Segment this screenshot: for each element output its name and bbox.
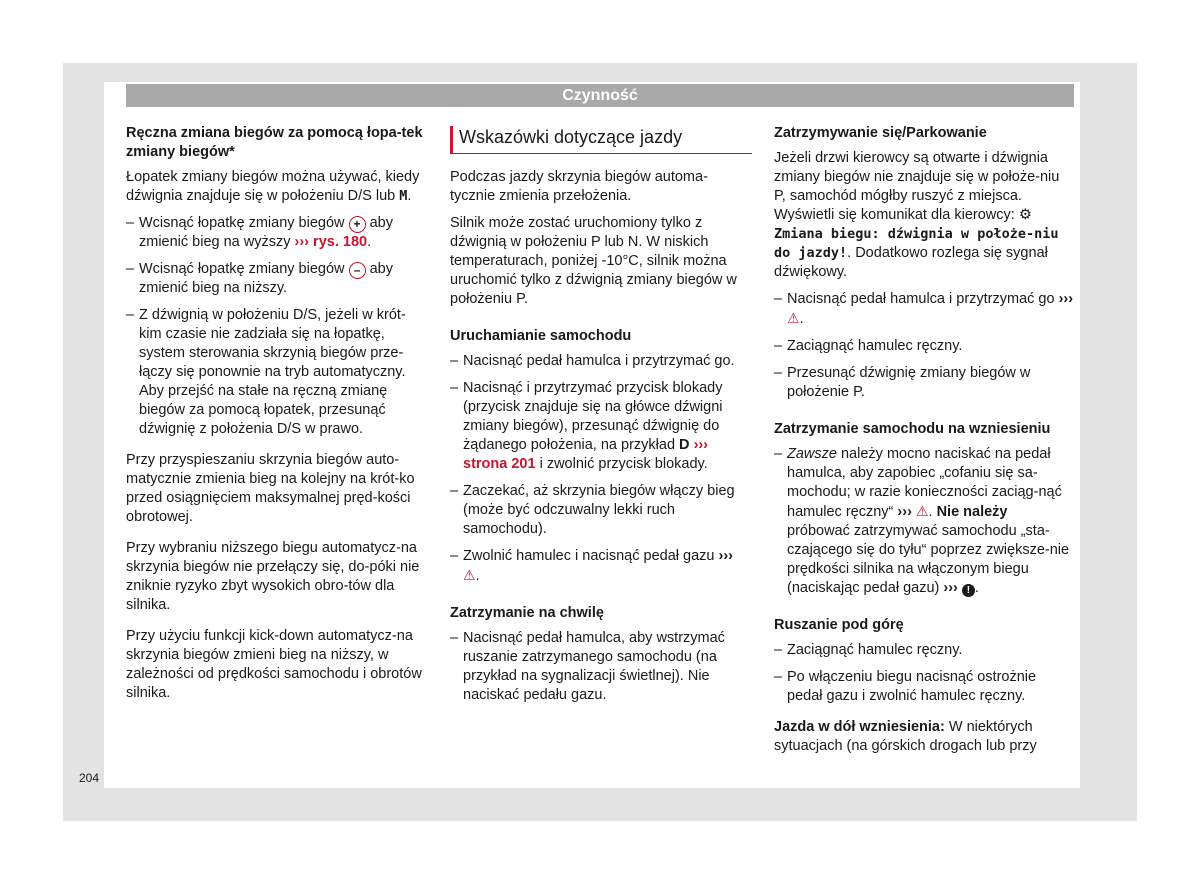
gear-icon: ⚙ xyxy=(1018,207,1032,223)
page-number: 204 xyxy=(79,771,100,785)
heading-slope-stop: Zatrzymanie samochodu na wzniesieniu xyxy=(774,421,1051,437)
paragraph-paddles: Łopatek zmiany biegów można używać, kiedy dźwignia znajduje się w położeniu D/S lub M. xyxy=(126,169,420,204)
paragraph: Podczas jazdy skrzynia biegów automa-tycznie zmienia przełożenia. xyxy=(450,169,708,204)
paragraph: Przy wybraniu niższego biegu automatycz-na skrzynia biegów nie przełączy się, do-póki nie zniknie ryzyko zbyt wysokich obro-tów dla silnika. xyxy=(126,540,420,613)
list-item: – Wcisnąć łopatkę zmiany biegów – aby zmienić bieg na niższy. xyxy=(126,261,393,296)
list-item: – Nacisnąć i przytrzymać przycisk blokady (przycisk znajduje się na główce dźwigni zmiany biegów), przesunąć dźwignię do żądanego położenia, na przykład D ››› strona 201 i zwolnić przycisk blokady. xyxy=(450,380,723,472)
list-item: – Zawsze należy mocno naciskać na pedał hamulca, aby zapobiec „cofaniu się sa-mochodu; w razie konieczności zaciąg-nąć hamulec ręczny“ ››› ⚠. Nie należy próbować zatrzymywać samochodu „sta-czającego się do tyłu“ poprzez zwiększe-nie prędkości silnika na włączonym biegu (naciskając pedał gazu) ››› ! . xyxy=(774,446,1070,596)
heading-parking: Zatrzymywanie się/Parkowanie xyxy=(774,125,987,141)
section-title: Wskazówki dotyczące jazdy xyxy=(450,126,752,154)
figure-link[interactable]: ››› rys. 180 xyxy=(294,234,368,250)
column-3 xyxy=(774,124,1074,764)
paragraph: Przy użyciu funkcji kick-down automatycz-na skrzynia biegów zmieni bieg na niższy, w zależności od prędkości samochodu i obrotów silnika. xyxy=(126,628,422,701)
list-item: – Przesunąć dźwignię zmiany biegów w położenie P. xyxy=(774,365,1031,400)
warning-icon: ⚠ xyxy=(915,503,929,519)
list-item: – Zwolnić hamulec i nacisnąć pedał gazu ››› ⚠. xyxy=(450,548,733,584)
list-item: – Z dźwignią w położeniu D/S, jeżeli w krót-kim czasie nie zadziała się na łopatkę, system sterowania skrzynią biegów prze-łączy się ponownie na tryb automatyczny. Aby przejść na stałe na ręczną zmianę biegów za pomocą łopatek, przesunąć dźwignię z położenia D/S w prawo. xyxy=(126,307,406,437)
list-item: – Nacisnąć pedał hamulca i przytrzymać go ››› ⚠. xyxy=(774,291,1074,327)
ref-link[interactable]: ››› xyxy=(1058,291,1074,307)
list-item: – Zaciągnąć hamulec ręczny. xyxy=(774,338,963,354)
paragraph-downhill: Jazda w dół wzniesienia: W niektórych sytuacjach (na górskich drogach lub przy xyxy=(774,719,1037,754)
heading-manual-shift: Ręczna zmiana biegów za pomocą łopa-tek zmiany biegów* xyxy=(126,125,423,160)
list-item: – Wcisnąć łopatkę zmiany biegów + aby zmienić bieg na wyższy ››› rys. 180. xyxy=(126,215,393,250)
paragraph: Silnik może zostać uruchomiony tylko z dźwignią w położeniu P lub N. W niskich temperaturach, poniżej -10°C, silnik można uruchomić tylko z dźwignią zmiany biegów w położeniu P. xyxy=(450,215,737,307)
list-item: – Nacisnąć pedał hamulca, aby wstrzymać ruszanie zatrzymanego samochodu (na przykład na sygnalizacji świetlnej). Nie naciskać pedału gazu. xyxy=(450,630,725,703)
warning-icon: ⚠ xyxy=(787,310,800,326)
notice-icon: ! xyxy=(962,584,975,597)
paragraph: Przy przyspieszaniu skrzynia biegów auto-matycznie zmienia bieg na kolejny na krót-ko przed osiągnięciem maksymalnej pręd-kości obrotowej. xyxy=(126,452,415,525)
ref-link[interactable]: ››› xyxy=(943,580,958,596)
page-link[interactable]: ››› strona 201 xyxy=(463,437,709,472)
list-item: – Nacisnąć pedał hamulca i przytrzymać go. xyxy=(450,353,735,369)
plus-icon: + xyxy=(349,216,366,233)
list-item: – Zaczekać, aż skrzynia biegów włączy bieg (może być odczuwalny lekki ruch samochodu). xyxy=(450,483,735,537)
list-item: – Zaciągnąć hamulec ręczny. xyxy=(774,642,963,658)
paragraph-driver-message: Jeżeli drzwi kierowcy są otwarte i dźwignia zmiany biegów nie znajduje się w położe-niu P, samochód mógłby ruszyć z miejsca. Wyświetli się komunikat dla kierowcy: ⚙ Zmiana biegu: dźwignia w położe-niu do jazdy!. Dodatkowo rozlega się sygnał dźwiękowy. xyxy=(774,150,1060,280)
column-2 xyxy=(450,124,752,713)
ref-link[interactable]: ››› xyxy=(718,548,733,564)
heading-uphill-start: Ruszanie pod górę xyxy=(774,617,904,633)
chapter-header: Czynność xyxy=(126,84,1074,107)
heading-short-stop: Zatrzymanie na chwilę xyxy=(450,605,604,621)
heading-starting: Uruchamianie samochodu xyxy=(450,328,632,344)
column-1 xyxy=(126,124,428,711)
minus-icon: – xyxy=(349,262,366,279)
warning-icon: ⚠ xyxy=(463,567,476,583)
driver-message: Zmiana biegu: dźwignia w położe-niu do jazdy! xyxy=(774,226,1059,261)
ref-link[interactable]: ››› xyxy=(897,504,912,520)
list-item: – Po włączeniu biegu nacisnąć ostrożnie pedał gazu i zwolnić hamulec ręczny. xyxy=(774,669,1037,704)
